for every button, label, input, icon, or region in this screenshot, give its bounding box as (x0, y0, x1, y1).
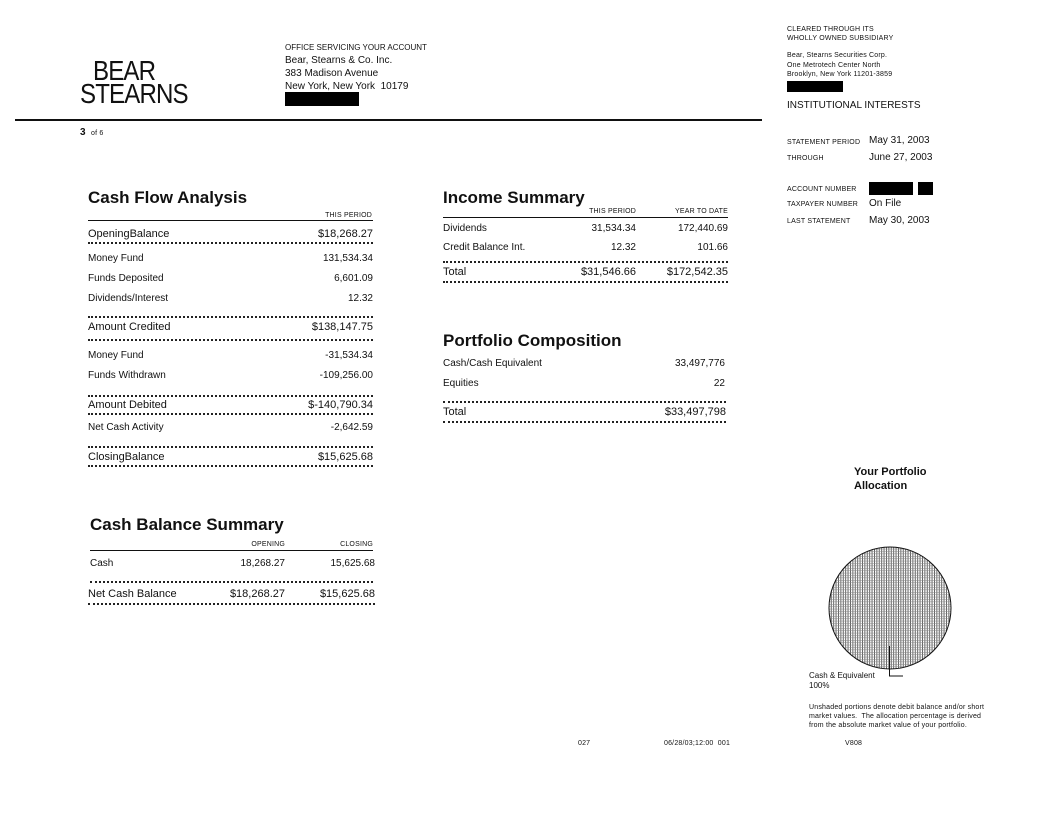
portfolio-row-label: Cash/Cash Equivalent (443, 358, 542, 369)
allocation-footnote-line: from the absolute market value of your portfolio. (809, 722, 968, 729)
portfolio-row-value: $33,497,798 (664, 406, 726, 418)
redaction-box (285, 92, 359, 106)
cash-flow-title: Cash Flow Analysis (88, 188, 248, 207)
dotted-separator (443, 261, 728, 263)
account-type: INSTITUTIONAL INTERESTS (787, 100, 921, 111)
allocation-title-line1: Your Portfolio (854, 466, 927, 478)
income-ytd-value: 172,440.69 (677, 223, 728, 234)
dotted-separator (88, 603, 375, 605)
income-row-label: Credit Balance Int. (443, 242, 526, 253)
account-number-label: ACCOUNT NUMBER (787, 186, 857, 193)
income-period-value: 12.32 (610, 242, 636, 253)
income-row-label: Total (443, 266, 467, 278)
dotted-separator (443, 421, 726, 423)
income-period-value: $31,546.66 (580, 266, 636, 278)
portfolio-composition-title: Portfolio Composition (443, 331, 622, 350)
cash-balance-title: Cash Balance Summary (90, 515, 284, 534)
cash-flow-row-label: Funds Withdrawn (88, 370, 166, 381)
redaction-box (787, 81, 843, 92)
redaction-box (918, 182, 933, 195)
cash-flow-row-value: $-140,790.34 (308, 399, 373, 411)
dotted-separator (88, 242, 373, 244)
allocation-slice-percent: 100% (809, 681, 830, 690)
cash-flow-row-label: Money Fund (88, 253, 144, 264)
cash-flow-row-value: -109,256.00 (319, 370, 373, 381)
dotted-separator (88, 339, 373, 341)
bear-stearns-logo-line2: STEARNS (80, 78, 188, 109)
clearing-street: One Metrotech Center North (787, 62, 881, 69)
portfolio-row-label: Equities (443, 378, 479, 389)
clearing-line2: WHOLLY OWNED SUBSIDIARY (787, 35, 894, 42)
cash-flow-row-label: ClosingBalance (88, 451, 165, 463)
cash-balance-closing-header: CLOSING (340, 541, 373, 548)
income-summary-title: Income Summary (443, 188, 585, 207)
office-street: 383 Madison Avenue (285, 68, 379, 79)
allocation-title-line2: Allocation (854, 480, 908, 492)
taxpayer-number-value: On File (869, 198, 902, 209)
redaction-box (869, 182, 913, 195)
income-row-label: Dividends (443, 223, 487, 234)
dotted-separator (88, 465, 373, 467)
dotted-separator (443, 281, 728, 283)
cash-flow-row-label: Dividends/Interest (88, 293, 169, 304)
cash-flow-header-rule (88, 220, 373, 221)
cash-flow-row-label: Net Cash Activity (88, 422, 164, 433)
portfolio-row-value: 33,497,776 (674, 358, 725, 369)
allocation-slice-label: Cash & Equivalent (809, 671, 875, 680)
allocation-leader-line (880, 640, 910, 680)
last-statement-value: May 30, 2003 (869, 215, 930, 226)
cash-balance-header-rule (90, 550, 373, 551)
income-period-value: 31,534.34 (591, 223, 636, 234)
cash-flow-row-label: Money Fund (88, 350, 144, 361)
cash-flow-row-value: 131,534.34 (322, 253, 373, 264)
header-divider (15, 119, 762, 121)
office-city: New York, New York 10179 (285, 81, 409, 92)
dotted-separator (88, 395, 373, 397)
cash-flow-row-value: $138,147.75 (311, 321, 373, 333)
income-header-rule (443, 217, 728, 218)
clearing-line1: CLEARED THROUGH ITS (787, 26, 874, 33)
footer-timestamp: 06/28/03;12:00 001 (664, 740, 731, 747)
allocation-footnote-line: Unshaded portions denote debit balance and/or short (809, 704, 985, 711)
allocation-footnote-line: market values. The allocation percentage is derived (809, 713, 982, 720)
cash-flow-row-value: 6,601.09 (334, 273, 373, 284)
through-label: THROUGH (787, 155, 824, 162)
income-ytd-value: 101.66 (697, 242, 728, 253)
income-ytd-header: YEAR TO DATE (675, 208, 728, 215)
cash-flow-row-value: $18,268.27 (317, 228, 373, 240)
statement-period-label: STATEMENT PERIOD (787, 139, 861, 146)
portfolio-row-value: 22 (713, 378, 725, 389)
cash-balance-opening-value: 18,268.27 (240, 558, 285, 569)
page-number: 3 (80, 127, 86, 138)
cash-balance-closing-value: 15,625.68 (330, 558, 375, 569)
dotted-separator (90, 581, 373, 583)
cash-flow-row-label: Amount Credited (88, 321, 171, 333)
cash-balance-row-label: Cash (90, 558, 114, 569)
cash-balance-opening-value: $18,268.27 (229, 588, 285, 600)
cash-balance-opening-header: OPENING (251, 541, 285, 548)
last-statement-label: LAST STATEMENT (787, 218, 851, 225)
income-ytd-value: $172,542.35 (666, 266, 728, 278)
cash-balance-closing-value: $15,625.68 (319, 588, 375, 600)
through-value: June 27, 2003 (869, 152, 933, 163)
cash-flow-row-value: -31,534.34 (325, 350, 373, 361)
income-period-header: THIS PERIOD (589, 208, 636, 215)
footer-code: V808 (845, 740, 863, 747)
cash-flow-row-value: -2,642.59 (330, 422, 373, 433)
statement-period-value: May 31, 2003 (869, 135, 930, 146)
page-count: of 6 (91, 130, 104, 137)
cash-flow-row-label: Amount Debited (88, 399, 167, 411)
cash-flow-column-header: THIS PERIOD (325, 212, 372, 219)
office-name: Bear, Stearns & Co. Inc. (285, 55, 393, 66)
cash-flow-row-value: 12.32 (347, 293, 373, 304)
dotted-separator (443, 401, 726, 403)
dotted-separator (88, 446, 373, 448)
taxpayer-number-label: TAXPAYER NUMBER (787, 201, 859, 208)
bear-stearns-logo-line1: BEAR (93, 55, 156, 86)
cash-flow-row-label: Funds Deposited (88, 273, 164, 284)
footer-code: 027 (578, 740, 591, 747)
dotted-separator (88, 413, 373, 415)
cash-flow-row-label: OpeningBalance (88, 228, 170, 240)
clearing-city: Brooklyn, New York 11201-3859 (787, 71, 893, 78)
cash-flow-row-value: $15,625.68 (317, 451, 373, 463)
portfolio-row-label: Total (443, 406, 467, 418)
office-heading: OFFICE SERVICING YOUR ACCOUNT (285, 43, 427, 52)
cash-balance-row-label: Net Cash Balance (88, 588, 177, 600)
clearing-name: Bear, Stearns Securities Corp. (787, 52, 888, 59)
dotted-separator (88, 316, 373, 318)
